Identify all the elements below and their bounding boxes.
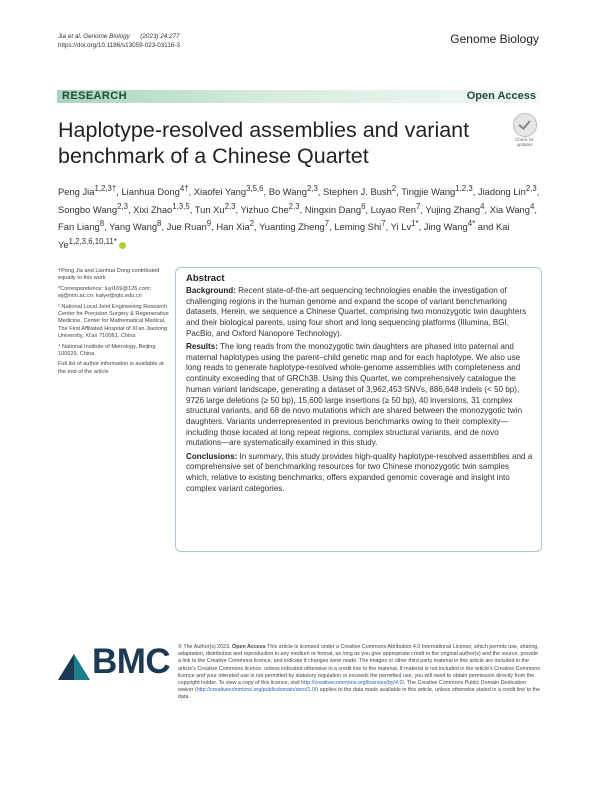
check-icon	[513, 113, 537, 137]
authors-text: Peng Jia$^{1,2,3\dagger}$, Lianhua Dong$^{4\dagger}$, Xiaofei Yang$^{3,5,6}$, Bo Wang$^{2,3}$, Stephen J. Bush$^2$, Tingjie Wang$^{1,2,3}$, Jiadong Lin$^{2,3}$, Songbo Wang$^{2,3}$, Xixi Zhao$^{1,3,5}$, Tun Xu$^{2,3}$, Yizhuo Che$^{2,3}$, Ningxin Dang$^6$, Luyao Ren$^7$, Yujing Zhang$^4$, Xia Wang$^4$, Fan Liang$^8$, Yang Wang$^8$, Jue Ruan$^9$, Han Xia$^2$, Yuanting Zheng$^7$, Leming Shi$^7$, Yi $Lv^{1*}$, Jing Wang$^{4*}$ and Kai $Ye^{1,2,3,6,10,11*}$	[58, 184, 540, 250]
article-title: Haplotype-resolved assemblies and variant benchmark of a Chinese Quartet	[58, 118, 470, 168]
license-text: © The Author(s) 2023. Open Access This article is licensed under a Creative Commons Attribution 4.0 International License, which permits use, sharing, adaptation, distribution and reproduction in any medium or format, as long as you give appropriate credit to the original author(s) and the source, provide a link to the Creative Commons licence, and indicate if changes were made. The images or other third party material in this article are included in the article's Creative Commons licence, unless indicated otherwise in a credit line to the material. If material is not included in the article's Creative Commons licence and your intended use is not permitted by statutory regulation or exceeds the permitted use, you will need to obtain permission directly from the copyright holder. To view a copy of this licence, visit http://creativecommons.org/licenses/by/4.0/. The Creative Commons Public Domain Dedication waiver (http://creativecommons.org/publicdomain/zero/1.0/) applies to the data made available in this article, unless otherwise stated in a credit line to the data.	[178, 644, 541, 701]
orcid-icon[interactable]	[119, 242, 126, 249]
abstract-conclusions: Conclusions: In summary, this study provides high-quality haplotype-resolved assemblies and a comprehensive set of benchmarking resources for two Chinese monozygotic twin samples which, relative to existing benchmarks, offers expanded genomic coverage and insight into complex variant categories.	[186, 451, 533, 493]
author-list	[58, 182, 543, 253]
abstract-background: Background: Recent state-of-the-art sequencing technologies enable the investigation of challenging regions in the human genome and expand the scope of variant benchmarking datasets. Herein, we sequence a Chinese Quartet, comprising two monozygotic twin daughters and their biological parents, using four short and long sequencing platforms (Illumina, BGI, PacBio, and Oxford Nanopore Technology).	[186, 286, 527, 338]
full-list-note: Full list of author information is available at the end of the article	[58, 361, 164, 375]
open-access-label: Open Access	[466, 90, 536, 102]
cc-by-link[interactable]: http://creativecommons.org/licenses/by/4.0/	[301, 680, 404, 687]
abstract-body	[186, 286, 533, 497]
citation	[58, 32, 180, 50]
affiliation-1: ¹ National Local Joint Engineering Research Center for Precision Surgery & Regenerative Medicine, Center for Mathematical Medical, The First Affiliated Hospital of Xi'an Jiaotong University, Xi'an 710061, China	[58, 303, 169, 340]
author-notes	[58, 268, 170, 379]
citation-year: (2023) 24:277	[140, 33, 180, 40]
doi-link[interactable]: https://doi.org/10.1186/s13059-023-03116-3	[58, 42, 180, 49]
citation-journal: et al. Genome Biology	[67, 33, 130, 40]
citation-authors: Jia	[58, 33, 68, 40]
check-for-updates-badge[interactable]	[508, 113, 541, 147]
journal-name: Genome Biology	[450, 32, 539, 46]
publisher-name: BMC	[92, 642, 171, 681]
affiliation-4: ⁴ National Institute of Metrology, Beijing 100029, China	[58, 343, 156, 358]
check-updates-label: Check for updates	[515, 137, 534, 147]
section-label: RESEARCH	[62, 90, 127, 102]
cc-zero-link[interactable]: http://creativecommons.org/publicdomain/zero/1.0/	[196, 687, 317, 694]
abstract-heading: Abstract	[186, 273, 225, 284]
equal-contribution-note: †Peng Jia and Lianhua Dong contributed equally to this work	[58, 268, 160, 282]
correspondence-note: *Correspondence: luyi169@126.com; wj@nim.ac.cn; kaiye@xjtu.edu.cn	[58, 285, 152, 300]
abstract-results: Results: The long reads from the monozygotic twin daughters are phased into paternal and maternal haplotypes using the parent–child genetic map and for each haplotype. We also use long reads to generate haplotype-resolved whole-genome assemblies with completeness and continuity exceeding that of GRCh38. Using this Quartet, we comprehensively catalogue the human variant landscape, generating a dataset of 3,962,453 SNVs, 886,648 indels (< 50 bp), 9726 large deletions (≥ 50 bp), 15,600 large insertions (≥ 50 bp), 40 inversions, 31 complex structural variants, and 68 de novo mutations which are shared between the monozygotic twin daughters. Variants underrepresented in previous benchmarks owing to their complexity—including those located at long repeat regions, complex structural variants, and de novo mutations—are systematically examined in this study.	[186, 342, 523, 448]
